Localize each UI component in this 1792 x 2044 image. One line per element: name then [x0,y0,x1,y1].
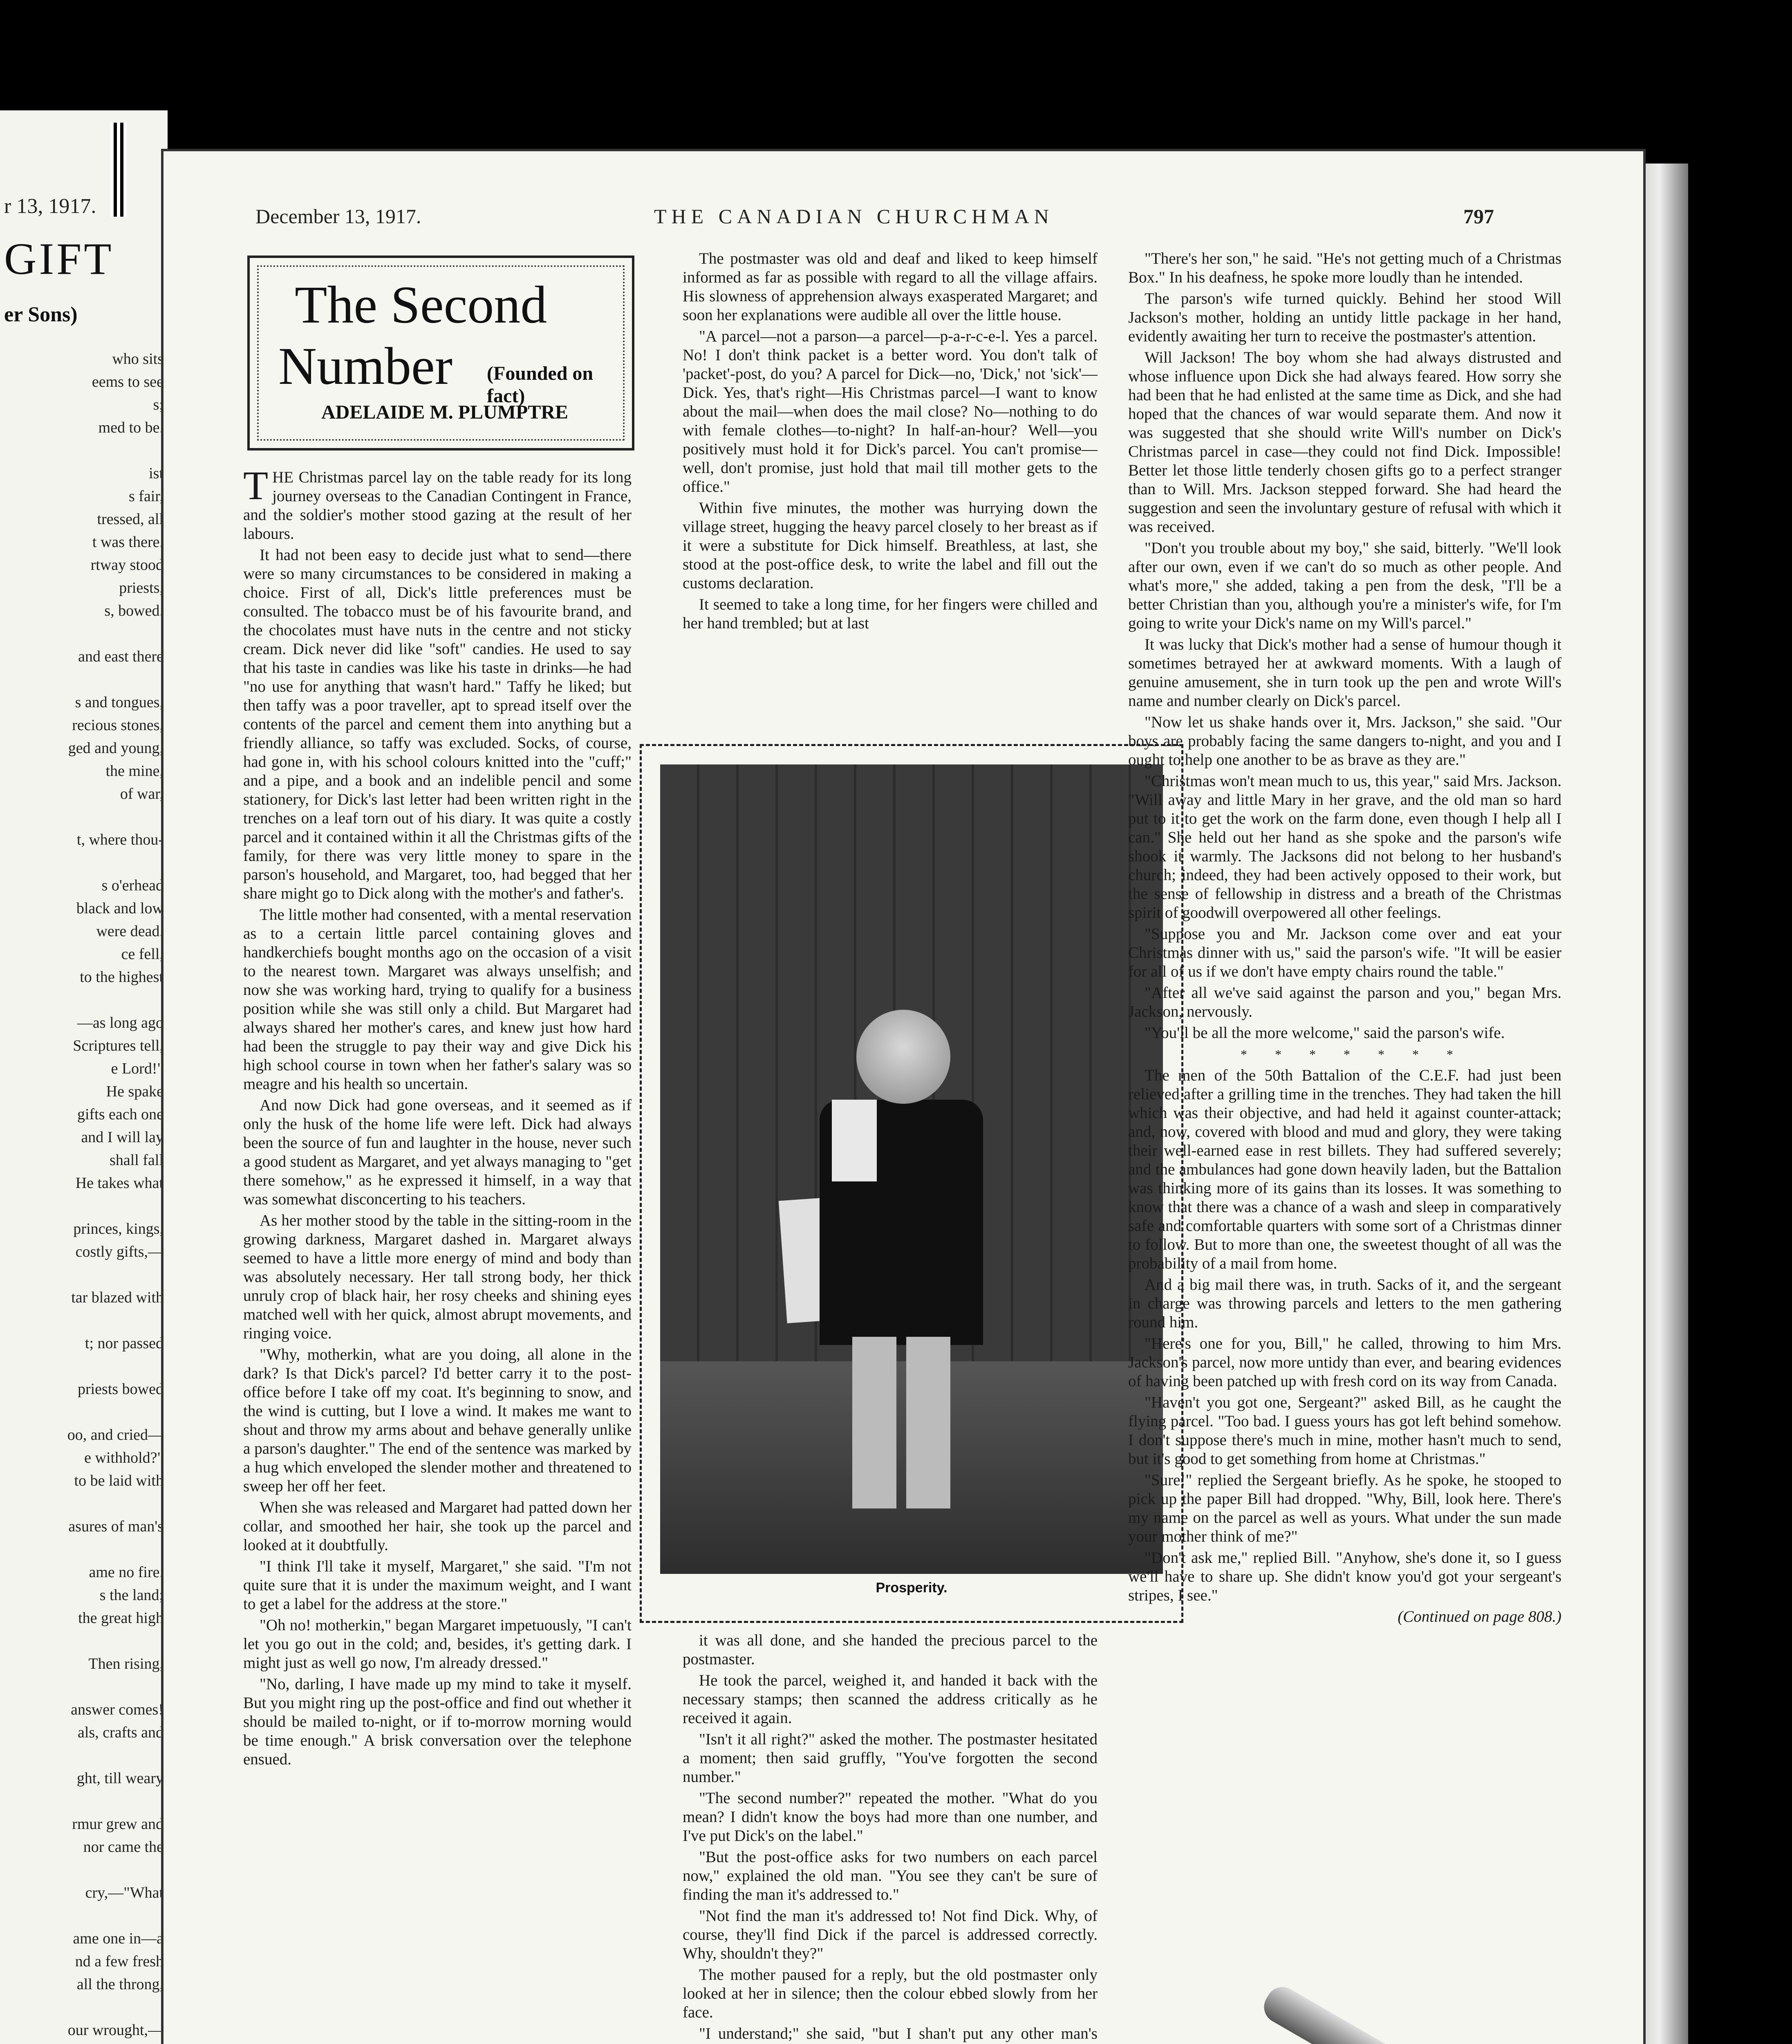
facing-page-line: tar blazed with [71,1289,164,1306]
facing-page-line: s fair, [129,488,164,505]
paragraph: "Haven't you got one, Sergeant?" asked Bill, as he caught the flying parcel. "Too bad. I guess yours has got left behind somehow. I don't suppose there's much in mine, mother hasn't much to send, but it's good to get something from home at Christmas." [1128,1394,1561,1468]
paragraph: "The second number?" repeated the mother. "What do you mean? I didn't know the boys had more than one number, and I've put Dick's on the label." [683,1789,1098,1845]
article-author: ADELAIDE M. PLUMPTRE [321,401,569,423]
facing-page-line: our wrought,— [67,2022,164,2039]
facing-page-line [4,1355,164,1378]
facing-page-line: eems to see [92,373,164,390]
facing-page-title: GIFT [4,234,114,284]
paragraph: Will Jackson! The boy whom she had always distrusted and whose influence upon Dick she had always feared. How sorry she had been that he had enlisted at the same time as Dick, and she had hoped that the chances of war would separate them. And now it was suggested that she should write Will's number on Dick's Christmas parcel in case—they could not find Dick. Impossible! Better let those little tenderly chosen gifts go to a perfect stranger than to Will. Mrs. Jackson stepped forward. She had heard the suggestion and seen the involuntary gesture of refusal with which it was received. [1128,349,1561,536]
film-edge-top [110,123,127,217]
facing-page-line: gifts each one [77,1106,164,1123]
facing-page-line: answer comes! [71,1701,164,1718]
paragraph: The men of the 50th Battalion of the C.E.F. had just been relieved after a grilling time in the trenches. They had taken the hill which was their objective, and had held it against counter-attack; and, now, covered with blood and mud and glory, they were taking their well-earned ease in rest billets. They had suffered severely; and the ambulances had gone down heavily laden, but the Battalion was thinking more of its gains than its losses. It was something to know that there was a chance of a wash and sleep in comparatively safe and comfortable quarters with some sort of a Christmas dinner to follow. But to more than one, the sweetest thought of all was the probability of a mail from home. [1128,1067,1561,1272]
page-number: 797 [1463,205,1494,228]
facing-page-line [4,1858,164,1881]
photo-caption: Prosperity. [876,1580,948,1596]
facing-page-line: and east there [78,648,164,665]
paragraph: "No, darling, I have made up my mind to take it myself. But you might ring up the post-office and find out whether it should be mailed to-night, or if to-morrow morning would be time enough." A brisk conversation over the telephone ensued. [243,1675,632,1768]
facing-page-line: nd a few fresh [75,1953,164,1970]
column-3 [1128,249,1561,1629]
facing-page-line: med to be. [98,419,164,436]
paragraph: "Suppose you and Mr. Jackson come over and eat your Christmas dinner with us," said the parson's wife. "It will be easier for all of us if we don't have empty chairs round the table." [1128,925,1561,980]
paragraph: And now Dick had gone overseas, and it seemed as if only the husk of the home life were left. Dick had always been the source of fun and laughter in the house, never such a good student as Margaret, and yet always managing to "get there somehow," as he expressed it himself, in a way that was somewhat disconcerting to his teachers. [243,1096,632,1208]
facing-page-line: Then rising, [88,1655,164,1672]
paragraph: The little mother had consented, with a mental reservation as to a certain little parcel containing gloves and handkerchiefs bought months ago on the occasion of a visit to the nearest town. Margaret was always unselfish; and now she was working hard, trying to qualify for a business position while she was still only a child. But Margaret had always shared her mother's cares, and knew just how hard had been the struggle to pay their way and give Dick his high school course in town when her father's salary was so meagre and his health so uncertain. [243,906,632,1093]
paragraph: "I understand;" she said, "but I shan't put any other man's [699,2025,1098,2042]
facing-page-line: s and tongues, [75,694,164,711]
facing-page-line: rtway stood [90,556,164,574]
facing-page-line: He spake [106,1083,164,1100]
paragraph: The parson's wife turned quickly. Behind her stood Will Jackson's mother, holding an untidy little package in her hand, evidently awaiting her turn to receive the postmaster's attention. [1128,290,1561,345]
facing-page-line: tressed, all [97,511,164,528]
facing-page-line: t; nor passed [85,1335,164,1352]
paragraph: The postmaster was old and deaf and liked to keep himself informed as far as possible with regard to all the village affairs. His slowness of apprehension always exasperated Margaret; and soon her explanations were audible all over the little house. [683,250,1098,324]
column-2-bottom [683,1631,1098,2044]
facing-page-line: cry,—"What [85,1884,164,1901]
article-title-box [247,256,634,450]
facing-page-line: oo, and cried— [67,1426,164,1443]
facing-page-line: to the highest [80,968,164,986]
paragraph: "Sure!" replied the Sergeant briefly. As he spoke, he stooped to pick up the paper Bill had dropped. "Why, Bill, look here. There's my name on the parcel as well as yours. What under the sun made your mother think of me?" [1128,1471,1561,1545]
facing-page-line: s the land; [99,1587,164,1604]
facing-page-line [4,805,164,828]
facing-page-line: priests bowed [77,1381,164,1398]
facing-page-line: asures of man's [68,1518,164,1535]
paragraph: "Isn't it all right?" asked the mother. The postmaster hesitated a moment; then said gruffly, "You've forgotten the second number." [683,1730,1098,1786]
facing-page-line [4,622,164,645]
drop-cap: T [243,463,269,508]
article-title-line2: Number [278,337,452,396]
facing-page-line: ged and young, [68,740,164,757]
facing-page-line [4,1790,164,1813]
facing-page-line [4,988,164,1011]
facing-page [0,110,168,2044]
paragraph: The mother paused for a reply, but the old postmaster only looked at her in silence; then the colour ebbed slowly from her face. [683,1966,1098,2021]
paragraph: * * * * * * * [1241,1047,1465,1062]
paragraph: He took the parcel, weighed it, and handed it back with the necessary stamps; then scanned the address critically as he received it again. [683,1672,1098,1727]
paragraph: "You'll be all the more welcome," said the parson's wife. [1145,1024,1505,1042]
article-note: (Founded on fact) [487,363,594,407]
paragraph: "But the post-office asks for two numbers on each parcel now," explained the old man. "You see they can't be sure of finding the man it's addressed to." [683,1848,1098,1903]
article-title-line1: The Second [295,276,547,334]
facing-page-line: princes, kings, [73,1220,164,1237]
paragraph: "After all we've said against the parson and you," began Mrs. Jackson, nervously. [1128,984,1561,1020]
paragraph: When she was released and Margaret had patted down her collar, and smoothed her hair, she took up the parcel and looked at it doubtfully. [243,1499,632,1554]
facing-page-line [4,1309,164,1332]
facing-page-line [4,1492,164,1515]
column-2-top [683,249,1098,635]
facing-page-line: als, crafts and [78,1724,164,1741]
facing-page-line: black and low [76,900,164,917]
facing-page-line: s; [153,396,164,413]
facing-page-line: who sits [112,350,164,368]
paragraph: "Don't you trouble about my boy," she said, bitterly. "We'll look after our own, even if we can't do so much as other people. And what's more," she added, taking a pen from the desk, "I'll be a better Christian than you, although you're a minister's wife, for I'm going to write your Dick's name on my Will's parcel." [1128,539,1561,632]
facing-page-line: He takes what [75,1174,164,1192]
paragraph: "There's her son," he said. "He's not getting much of a Christmas Box." In his deafness, he spoke more loudly than he intended. [1128,250,1561,286]
facing-page-line: nor came the [83,1838,164,1856]
facing-page-column [4,347,164,2044]
facing-page-line [4,1629,164,1652]
facing-page-line [4,1996,164,2019]
paragraph: "Not find the man it's addressed to! Not find Dick. Why, of course, they'll find Dick if the parcel is addressed correctly. Why, shouldn't they?" [683,1907,1098,1962]
facing-page-line: ght, till weary [76,1770,164,1787]
facing-page-line: s, bowed. [104,602,164,619]
facing-page-line: —as long ago [77,1014,164,1031]
facing-page-line: rmur grew and [72,1815,164,1833]
column-1 [243,463,632,1771]
facing-page-line: ist [149,465,164,482]
facing-page-line: t, where thou- [76,831,164,848]
facing-page-line [4,2042,164,2044]
facing-page-line [4,851,164,874]
facing-page-line: Scriptures tell, [73,1037,164,1054]
facing-page-line: were dead. [96,923,164,940]
paragraph: As her mother stood by the table in the sitting-room in the growing darkness, Margaret dashed in. Margaret always seemed to have a little more energy of mind and body than was absolutely necessary. Her tall strong body, her thick unruly crop of black hair, her rosy cheeks and shining eyes matched well with her quick, almost abrupt movements, and ringing voice. [243,1212,632,1342]
facing-page-line: the mine, [105,762,164,780]
facing-page-line: ame no fire. [89,1564,164,1581]
paragraph: And a big mail there was, in truth. Sacks of it, and the sergeant in charge was throwing parcels and letters to the men gathering round him. [1128,1276,1561,1331]
paragraph: "Oh no! motherkin," began Margaret impetuously, "I can't let you go out in the cold; and, besides, it's getting dark. I might just as well go now, I'm already dressed." [243,1616,632,1672]
paragraph: HE Christmas parcel lay on the table ready for its long journey overseas to the Canadian Contingent in France, and the soldier's mother stood gazing at the result of her labours. [243,468,632,542]
paragraph: It was lucky that Dick's mother had a sense of humour though it sometimes betrayed her at awkward moments. With a laugh of genuine amusement, she in turn took up the pen and wrote Will's name and number clearly on Dick's parcel. [1128,636,1561,710]
facing-page-line: priests, [119,579,164,596]
facing-page-line: ame one in—a [73,1930,164,1947]
facing-page-header: r 13, 1917. [4,195,96,218]
paragraph: "I think I'll take it myself, Margaret," she said. "I'm not quite sure that it is under the maximum weight, and I want to get a label for the address at the store." [243,1558,632,1613]
facing-page-line: costly gifts,— [75,1243,164,1260]
page-date: December 13, 1917. [255,205,421,228]
facing-page-line: all the throng, [76,1976,164,1993]
facing-page-line: t was there. [92,533,164,551]
facing-page-line: e Lord!" [111,1060,164,1077]
paragraph: "Here's one for you, Bill," he called, throwing to him Mrs. Jackson's parcel, now more untidy than ever, and bearing evidences of having been patched up with fresh cord on its way from Canada. [1128,1335,1561,1390]
paragraph: "A parcel—not a parson—a parcel—p-a-r-c-e-l. Yes a parcel. No! I don't think packet is a better word. You don't talk of 'packet'-post, do you? A parcel for Dick—no, 'Dick,' not 'sick'—Dick. Yes, that's right—His Christmas parcel—I want to know about the mail—when does the mail close? No—nothing to do with female clothes—to-night? In half-an-hour? Well—you positively must hold it for Dick's parcel. You can't promise—well, don't promise, just hold that mail till mother gets to the office." [683,327,1098,495]
paragraph: (Continued on page 808.) [1398,1608,1561,1625]
facing-page-line [4,1675,164,1698]
facing-page-line: ce fell, [121,946,164,963]
paragraph: It seemed to take a long time, for her fingers were chilled and her hand trembled; but at last [683,596,1098,632]
paragraph: "Why, motherkin, what are you doing, all alone in the dark? Is that Dick's parcel? I'd better carry it to the post-office before I take off my coat. It's beginning to snow, and the wind is cutting, but I love a wind. It makes me want to shout and throw my arms about and behave generally unlike a parson's daughter." The end of the sentence was marked by a hug which enveloped the slender mother and threatened to sweep her off her feet. [243,1346,632,1495]
facing-page-line [4,1904,164,1927]
facing-page-line: e withhold?" [84,1449,164,1466]
paragraph: "Now let us shake hands over it, Mrs. Jackson," she said. "Our boys are probably facing the same dangers to-night, and you and I ought to help one another to be as brave as they are." [1128,713,1561,769]
facing-page-line: shall fall [110,1152,164,1169]
facing-page-line: of war, [120,785,164,802]
masthead: THE CANADIAN CHURCHMAN [654,205,1054,228]
paragraph: "Don't ask me," replied Bill. "Anyhow, she's done it, so I guess we'll have to share up. She didn't know you'd got your sergeant's stripes, I see." [1128,1549,1561,1604]
facing-page-line [4,1195,164,1217]
facing-page-line [4,1263,164,1286]
magazine-page [164,151,1643,2044]
facing-page-line: the great high [78,1609,164,1627]
paragraph: it was all done, and she handed the precious parcel to the postmaster. [683,1632,1098,1668]
photo-frame [640,744,1183,1623]
facing-page-line: recious stones, [72,717,164,734]
facing-page-line: and I will lay [81,1129,164,1146]
facing-page-line: s o'erhead [101,877,164,894]
facing-page-line [4,439,164,462]
facing-page-line [4,1538,164,1561]
facing-page-subtitle: er Sons) [4,303,78,326]
paragraph: Within five minutes, the mother was hurrying down the village street, hugging the heavy parcel closely to her breast as if it were a substitute for Dick himself. Breathless, at last, she stood at the post-office desk, to write the label and fill out the customs declaration. [683,499,1098,592]
facing-page-line [4,1744,164,1767]
facing-page-line [4,1401,164,1423]
facing-page-line [4,668,164,691]
paragraph: "Christmas won't mean much to us, this year," said Mrs. Jackson. "Will away and little Mary in her grave, and the old man so hard put to it to get the work on the farm done, even though I help all I can." She held out her hand as she spoke and the parson's wife shook it warmly. The Jacksons did not belong to her husband's church; indeed, they had been actively opposed to their work, but the sense of fellowship in distress and a breath of the Christmas spirit of goodwill overpowered all other feelings. [1128,772,1561,921]
paragraph: It had not been easy to decide just what to send—there were so many circumstances to be considered in making a choice. First of all, Dick's little preferences must be consulted. The tobacco must be of his favourite brand, and the chocolates must have nuts in the centre and not sticky cream. Dick never did like "soft" candies. He used to say that his taste in candies was like his taste in drinks—he had "no use for anything that wasn't hard." Taffy he liked; but then taffy was a poor traveller, apt to spread itself over the contents of the parcel and cement them into anything but a friendly alliance, so taffy was excluded. Socks, of course, had gone in, with his school colours knitted into the "cuff;" and a pipe, and a book and an indelible pencil and some stationery, for Dick's last letter had been written right in the trenches on a leaf torn out of his diary. It was quite a costly parcel and it contained within it all the Christmas gifts of the family, for there was very little money to spare in the parson's household, and Margaret, too, had begged that her share might go to Dick along with the mother's and father's. [243,546,632,902]
facing-page-line: to be laid with [74,1472,164,1489]
photograph-child [660,764,1163,1574]
